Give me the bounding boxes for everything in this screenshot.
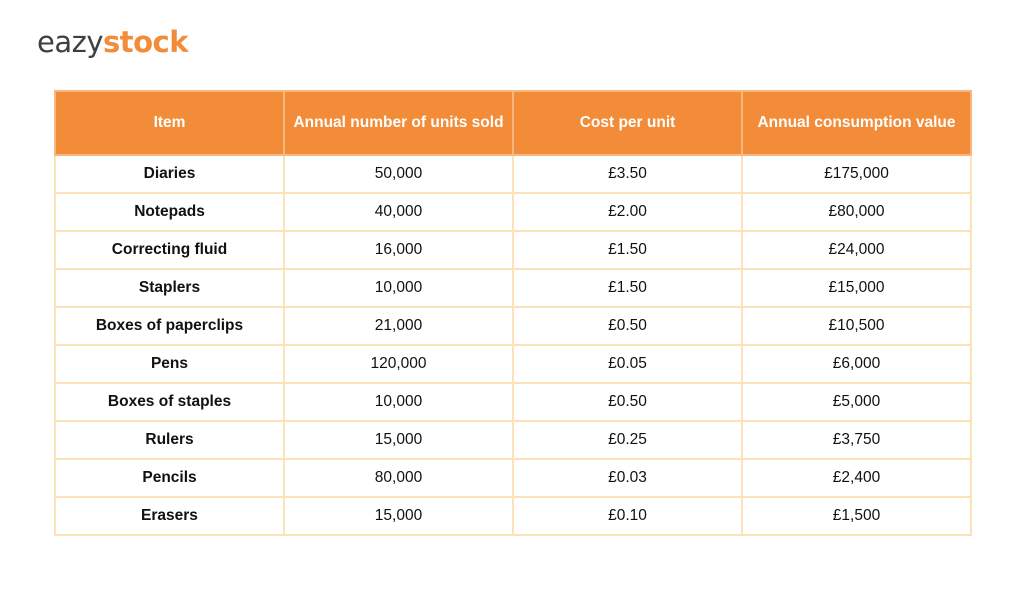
table-row [55,497,971,535]
table-row [55,231,971,269]
eazystock-logo [37,22,188,62]
cell-item: Rulers [55,421,284,459]
header-row [55,91,971,155]
table-header [55,91,971,155]
cell-item: Correcting fluid [55,231,284,269]
table-row [55,155,971,193]
cell-item: Notepads [55,193,284,231]
cell-consumption-value: £3,750 [742,421,971,459]
cell-consumption-value: £175,000 [742,155,971,193]
cell-consumption-value: £24,000 [742,231,971,269]
cell-units-sold: 120,000 [284,345,513,383]
logo-text-bold: stock [103,25,189,59]
cell-consumption-value: £5,000 [742,383,971,421]
table-row [55,383,971,421]
cell-units-sold: 40,000 [284,193,513,231]
table-row [55,345,971,383]
cell-cost-per-unit: £3.50 [513,155,742,193]
cell-cost-per-unit: £0.50 [513,383,742,421]
table-row [55,269,971,307]
cell-units-sold: 10,000 [284,383,513,421]
cell-consumption-value: £2,400 [742,459,971,497]
cell-consumption-value: £10,500 [742,307,971,345]
cell-cost-per-unit: £1.50 [513,269,742,307]
header-units-sold: Annual number of units sold [284,91,513,155]
cell-units-sold: 50,000 [284,155,513,193]
cell-item: Boxes of paperclips [55,307,284,345]
cell-units-sold: 15,000 [284,421,513,459]
cell-units-sold: 16,000 [284,231,513,269]
cell-consumption-value: £15,000 [742,269,971,307]
cell-item: Erasers [55,497,284,535]
cell-cost-per-unit: £0.25 [513,421,742,459]
cell-item: Pencils [55,459,284,497]
cell-cost-per-unit: £0.50 [513,307,742,345]
cell-item: Pens [55,345,284,383]
cell-consumption-value: £1,500 [742,497,971,535]
cell-item: Diaries [55,155,284,193]
cell-cost-per-unit: £0.10 [513,497,742,535]
cell-units-sold: 15,000 [284,497,513,535]
cell-units-sold: 80,000 [284,459,513,497]
cell-item: Staplers [55,269,284,307]
header-item: Item [55,91,284,155]
table-row [55,459,971,497]
cell-cost-per-unit: £1.50 [513,231,742,269]
table-row [55,193,971,231]
cell-cost-per-unit: £2.00 [513,193,742,231]
cell-units-sold: 21,000 [284,307,513,345]
logo-text-light: eazy [37,25,103,59]
table-body [55,155,971,535]
header-consumption-value: Annual consumption value [742,91,971,155]
header-cost-per-unit: Cost per unit [513,91,742,155]
table-row [55,307,971,345]
cell-cost-per-unit: £0.05 [513,345,742,383]
consumption-table [54,90,972,536]
cell-units-sold: 10,000 [284,269,513,307]
cell-item: Boxes of staples [55,383,284,421]
table-row [55,421,971,459]
cell-consumption-value: £80,000 [742,193,971,231]
cell-cost-per-unit: £0.03 [513,459,742,497]
cell-consumption-value: £6,000 [742,345,971,383]
